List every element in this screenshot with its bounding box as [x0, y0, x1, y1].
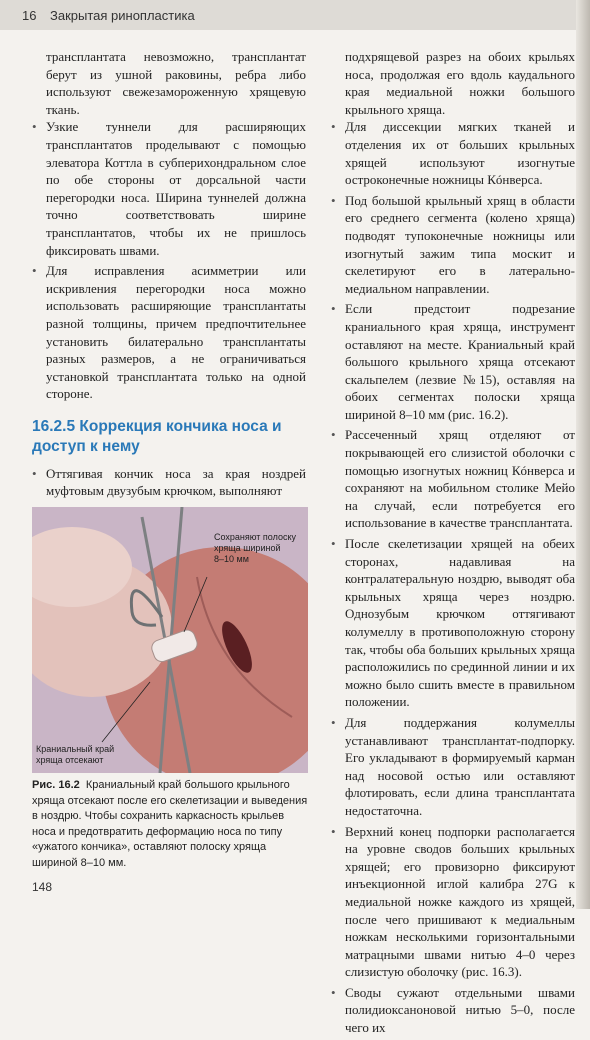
chapter-title: Закрытая ринопластика [50, 8, 195, 23]
figure-caption [32, 778, 308, 871]
page-edge [576, 0, 590, 909]
continued-paragraph: трансплантата невозможно, трансплантат берут из ушной раковины, ребра либо используют свежезамороженную хрящевую ткань. [46, 49, 306, 117]
list-item: • Своды сужают отдельными швами полидиоксаноновой нитью 5–0, после чего их [331, 984, 575, 1037]
label-top-line-2: хряща шириной [214, 543, 281, 553]
right-column [331, 48, 575, 1040]
list-item: • Для исправления асимметрии или искривления перегородки носа можно использовать расширяющие трансплантаты разной толщины, причем предпочтительнее установить билатерально трансплантаты разных размеров, а не ограничиваться установкой трансплантата только на одной стороне. [32, 262, 306, 403]
list-item: • Узкие туннели для расширяющих трансплантатов проделывают с помощью элеватора Коттла в субперихондральном слое по обе стороны от дорсальной части перегородки носа. Ширина туннелей должна точно соответствовать ширине трансплантатов, чтобы их не пришлось фиксировать швами. [32, 118, 306, 259]
bullet-list [331, 118, 575, 1036]
section-bullet-list [32, 465, 306, 500]
page-number: 148 [32, 880, 53, 894]
surgery-illustration [32, 507, 308, 773]
figure-illustration [32, 507, 308, 773]
chapter-number: 16 [22, 8, 37, 23]
caption-label: Рис. 16.2 [32, 779, 80, 791]
running-header [0, 0, 576, 30]
label-bottom-line-2: хряща отсекают [36, 755, 104, 765]
list-item: • Если предстоит подрезание краниального края хряща, инструмент оставляют на месте. Краниальный край большого крыльного хряща отсекают скальпелем (лезвие №15), оставляя на обоих сегментах полоски хряща шириной 8–10 мм (рис. 16.2). [331, 300, 575, 423]
label-bottom-line-1: Краниальный край [36, 744, 115, 754]
bullet-list [32, 118, 306, 403]
caption-text: Краниальный край большого крыльного хряща отсекают после его скелетизации и выведения в ноздрю. Чтобы сохранить каркасность крыльев носа и предотвратить деформацию носа по типу «ужатого кончика», оставляют полоску хряща шириной 8–10 мм. [32, 779, 308, 869]
list-item: • Под большой крыльный хрящ в области его среднего сегмента (колено хряща) подводят тупоконечные ножницы или изогнутый зажим типа москит и скелетируют его в латерально-медиальном направлении. [331, 192, 575, 298]
section-heading: 16.2.5 Коррекция кончика носа и доступ к нему [32, 417, 282, 455]
list-item: • Для поддержания колумеллы устанавливают трансплантат-подпорку. Его укладывают в формируемый карман над носовой остью или оставляют флотировать, если длина трансплантата недостаточна. [331, 714, 575, 820]
label-top-line-1: Сохраняют полоску [214, 532, 297, 542]
list-item: • После скелетизации хрящей на обеих сторонах, надавливая на контралатеральную ноздрю, выводят оба крыльных хряща через ноздрю. Однозубым крючком оттягивают колумеллу в противоположную сторону так, чтобы оба больших крыльных хряща расположились по срединной линии и их можно было сшить вместе в правильном положении. [331, 535, 575, 711]
list-item: • Оттягивая кончик носа за края ноздрей муфтовым двузубым крючком, выполняют [32, 465, 306, 500]
list-item: • Верхний конец подпорки располагается на уровне сводов больших крыльных хрящей; его провизорно фиксируют инъекционной иглой калибра 27G к медиальной ножке каждого из хрящей, после чего пришивают к медиальным ножкам несколькими горизонтальными матрацными швами нитью 4–0 через слизистую оболочку (рис. 16.3). [331, 823, 575, 981]
list-item: • Рассеченный хрящ отделяют от покрывающей его слизистой оболочки с помощью изогнутых ножниц Кóнверса и сохраняют на мобильном столике Мейо на случай, если потребуется его использование в качестве трансплантата. [331, 426, 575, 532]
label-top-line-3: 8–10 мм [214, 554, 249, 564]
list-item: • Для диссекции мягких тканей и отделения их от больших крыльных хрящей используют изогнутые остроконечные ножницы Кóнверса. [331, 118, 575, 188]
left-column [32, 48, 306, 503]
continued-paragraph: подхрящевой разрез на обоих крыльях носа, продолжая его вдоль каудального края медиальной ножки большого крыльного хряща. [345, 49, 575, 117]
